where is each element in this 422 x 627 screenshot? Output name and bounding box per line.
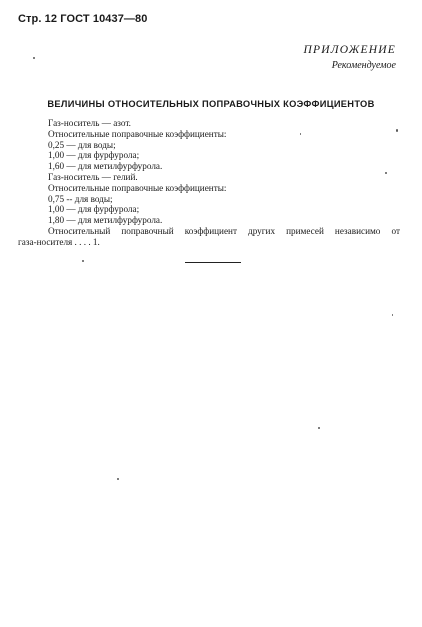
coefficients-heading: Относительные поправочные коэффициенты: [48, 128, 227, 139]
scan-speck [385, 172, 387, 174]
scan-speck [33, 57, 35, 59]
body-text [18, 118, 400, 248]
coefficient-line: 0,75 -- для воды; [48, 193, 113, 204]
coefficients-heading: Относительные поправочные коэффициенты: [48, 182, 227, 193]
word: поправочный [121, 225, 174, 236]
appendix-subtitle: Рекомендуемое [331, 60, 396, 71]
word: примесей [286, 225, 324, 236]
coefficient-line: 1,60 — для метилфурфурола. [48, 161, 163, 172]
scan-speck [300, 133, 301, 135]
final-paragraph-wrap: газа-носителя . . . . 1. [18, 236, 100, 247]
word: от [391, 225, 400, 236]
word: Относительный [48, 225, 111, 236]
appendix-block [304, 44, 396, 71]
word: коэффициент [184, 225, 237, 236]
carrier-gas-line: Газ-носитель — гелий. [48, 171, 138, 182]
coefficient-line: 1,80 — для метилфурфурола. [48, 215, 163, 226]
coefficient-line: 0,25 — для воды; [48, 139, 116, 150]
page-header: Стр. 12 ГОСТ 10437—80 [18, 13, 148, 25]
word: независимо [334, 225, 381, 236]
section-divider [185, 262, 241, 263]
coefficient-line: 1,00 — для фурфурола; [48, 204, 140, 215]
appendix-title: ПРИЛОЖЕНИЕ [303, 44, 396, 56]
final-paragraph-line [48, 226, 400, 237]
scan-speck [396, 129, 398, 132]
carrier-gas-line: Газ-носитель — азот. [48, 118, 131, 128]
scan-speck [392, 314, 393, 316]
word: других [248, 225, 276, 236]
scan-speck [82, 260, 84, 262]
scan-speck [117, 478, 119, 480]
coefficient-line: 1,00 — для фурфурола; [48, 150, 140, 161]
scan-speck [318, 427, 320, 429]
section-title: ВЕЛИЧИНЫ ОТНОСИТЕЛЬНЫХ ПОПРАВОЧНЫХ КОЭФФИЦИЕНТОВ [47, 99, 375, 109]
